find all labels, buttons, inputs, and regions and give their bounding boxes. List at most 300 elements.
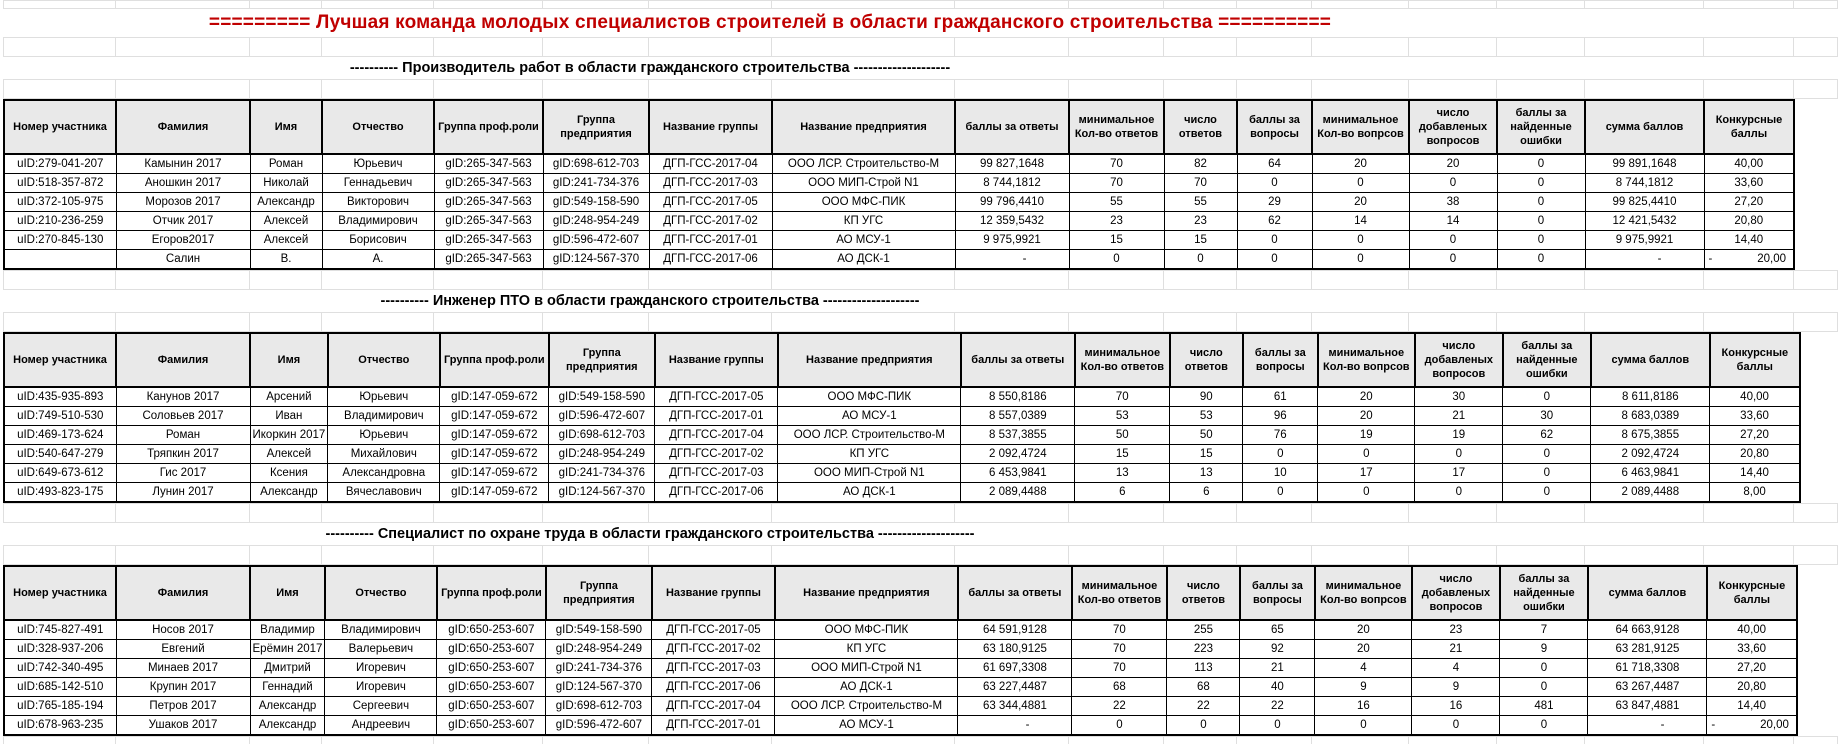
- cell[interactable]: 0: [1243, 483, 1318, 503]
- cell[interactable]: 20,80: [1704, 212, 1794, 231]
- cell[interactable]: 14: [1409, 212, 1497, 231]
- cell[interactable]: 14,40: [1710, 464, 1800, 483]
- cell[interactable]: Егоров2017: [116, 231, 250, 250]
- column-header[interactable]: Конкурсные баллы: [1707, 566, 1797, 620]
- column-header[interactable]: Группа проф.роли: [437, 566, 546, 620]
- cell[interactable]: Николай: [250, 174, 322, 193]
- column-header[interactable]: Номер участника: [4, 333, 116, 387]
- cell[interactable]: АО ДСК-1: [775, 678, 958, 697]
- cell[interactable]: 70: [1072, 620, 1167, 640]
- cell[interactable]: 8 537,3855: [961, 426, 1075, 445]
- column-header[interactable]: Название предприятия: [772, 100, 955, 154]
- column-header[interactable]: минимальное Кол-во вопрсов: [1318, 333, 1415, 387]
- cell[interactable]: uID:493-823-175: [4, 483, 116, 503]
- cell[interactable]: ДГП-ГСС-2017-03: [649, 174, 772, 193]
- cell[interactable]: gID:596-472-607: [549, 407, 655, 426]
- cell[interactable]: 63 344,4881: [958, 697, 1072, 716]
- cell[interactable]: 0: [1503, 445, 1591, 464]
- cell[interactable]: 0: [1312, 174, 1409, 193]
- cell[interactable]: [1704, 250, 1794, 270]
- cell[interactable]: 21: [1412, 640, 1500, 659]
- cell[interactable]: 33,60: [1710, 407, 1800, 426]
- cell[interactable]: 21: [1240, 659, 1315, 678]
- cell[interactable]: 40,00: [1704, 154, 1794, 174]
- column-header[interactable]: Имя: [250, 566, 325, 620]
- cell[interactable]: 20,80: [1710, 445, 1800, 464]
- cell[interactable]: 2 092,4724: [1591, 445, 1710, 464]
- cell[interactable]: 0: [1237, 250, 1312, 270]
- cell[interactable]: Морозов 2017: [116, 193, 250, 212]
- column-header[interactable]: Название предприятия: [775, 566, 958, 620]
- cell[interactable]: 6: [1075, 483, 1170, 503]
- cell[interactable]: 0: [1409, 250, 1497, 270]
- cell[interactable]: 0: [1069, 250, 1164, 270]
- column-header[interactable]: Название группы: [655, 333, 778, 387]
- cell[interactable]: Валерьевич: [325, 640, 437, 659]
- cell[interactable]: uID:372-105-975: [4, 193, 116, 212]
- cell[interactable]: Аношкин 2017: [116, 174, 250, 193]
- cell[interactable]: 62: [1503, 426, 1591, 445]
- cell[interactable]: Владимирович: [328, 407, 440, 426]
- cell[interactable]: Андреевич: [325, 716, 437, 736]
- cell[interactable]: uID:540-647-279: [4, 445, 116, 464]
- cell[interactable]: 20: [1318, 407, 1415, 426]
- cell[interactable]: Тряпкин 2017: [116, 445, 250, 464]
- cell[interactable]: 0: [1240, 716, 1315, 736]
- cell[interactable]: 6: [1170, 483, 1243, 503]
- cell[interactable]: uID:435-935-893: [4, 387, 116, 407]
- column-header[interactable]: сумма баллов: [1585, 100, 1704, 154]
- cell[interactable]: 20: [1409, 154, 1497, 174]
- cell[interactable]: 63 281,9125: [1588, 640, 1707, 659]
- column-header[interactable]: Фамилия: [116, 566, 250, 620]
- column-header[interactable]: минимальное Кол-во вопрсов: [1315, 566, 1412, 620]
- cell[interactable]: АО ДСК-1: [778, 483, 961, 503]
- cell[interactable]: 50: [1075, 426, 1170, 445]
- cell[interactable]: 17: [1318, 464, 1415, 483]
- column-header[interactable]: баллы за ответы: [961, 333, 1075, 387]
- cell[interactable]: 0: [1497, 231, 1585, 250]
- cell[interactable]: 20: [1318, 387, 1415, 407]
- cell[interactable]: Крупин 2017: [116, 678, 250, 697]
- cell[interactable]: -: [955, 250, 1069, 270]
- cell[interactable]: 29: [1237, 193, 1312, 212]
- cell[interactable]: 99 827,1648: [955, 154, 1069, 174]
- cell[interactable]: 30: [1503, 407, 1591, 426]
- cell[interactable]: ООО МИП-Строй N1: [778, 464, 961, 483]
- cell[interactable]: КП УГС: [775, 640, 958, 659]
- column-header[interactable]: Номер участника: [4, 566, 116, 620]
- column-header[interactable]: Фамилия: [116, 333, 250, 387]
- cell[interactable]: Петров 2017: [116, 697, 250, 716]
- cell[interactable]: 15: [1069, 231, 1164, 250]
- column-header[interactable]: Группа проф.роли: [434, 100, 543, 154]
- column-header[interactable]: баллы за вопросы: [1237, 100, 1312, 154]
- column-header[interactable]: баллы за ответы: [955, 100, 1069, 154]
- cell[interactable]: 0: [1312, 250, 1409, 270]
- cell[interactable]: uID:210-236-259: [4, 212, 116, 231]
- cell[interactable]: uID:678-963-235: [4, 716, 116, 736]
- cell[interactable]: 0: [1409, 231, 1497, 250]
- cell[interactable]: gID:147-059-672: [440, 387, 549, 407]
- column-header[interactable]: минимальное Кол-во ответов: [1075, 333, 1170, 387]
- cell[interactable]: 64: [1237, 154, 1312, 174]
- cell[interactable]: 0: [1503, 483, 1591, 503]
- cell[interactable]: 8 744,1812: [955, 174, 1069, 193]
- cell[interactable]: 4: [1412, 659, 1500, 678]
- cell[interactable]: 23: [1412, 620, 1500, 640]
- cell[interactable]: 13: [1075, 464, 1170, 483]
- cell[interactable]: gID:650-253-607: [437, 640, 546, 659]
- cell[interactable]: ДГП-ГСС-2017-06: [655, 483, 778, 503]
- cell[interactable]: 22: [1167, 697, 1240, 716]
- column-header[interactable]: баллы за вопросы: [1243, 333, 1318, 387]
- cell[interactable]: gID:650-253-607: [437, 697, 546, 716]
- cell[interactable]: 8,00: [1710, 483, 1800, 503]
- cell[interactable]: gID:650-253-607: [437, 678, 546, 697]
- cell[interactable]: 70: [1164, 174, 1237, 193]
- cell[interactable]: 20,80: [1707, 678, 1797, 697]
- cell[interactable]: [1707, 716, 1797, 736]
- cell[interactable]: 70: [1069, 174, 1164, 193]
- cell[interactable]: 22: [1240, 697, 1315, 716]
- cell[interactable]: uID:745-827-491: [4, 620, 116, 640]
- cell[interactable]: ДГП-ГСС-2017-05: [655, 387, 778, 407]
- cell[interactable]: 20: [1312, 154, 1409, 174]
- cell[interactable]: gID:265-347-563: [434, 231, 543, 250]
- cell[interactable]: 27,20: [1707, 659, 1797, 678]
- cell[interactable]: uID:518-357-872: [4, 174, 116, 193]
- cell[interactable]: ДГП-ГСС-2017-04: [649, 154, 772, 174]
- cell[interactable]: 0: [1497, 212, 1585, 231]
- cell[interactable]: 4: [1315, 659, 1412, 678]
- cell[interactable]: 53: [1075, 407, 1170, 426]
- cell[interactable]: 99 825,4410: [1585, 193, 1704, 212]
- cell[interactable]: 0: [1500, 678, 1588, 697]
- cell[interactable]: 0: [1497, 154, 1585, 174]
- cell[interactable]: gID:241-734-376: [546, 659, 652, 678]
- column-header[interactable]: Отчество: [322, 100, 434, 154]
- column-header[interactable]: Группа предприятия: [543, 100, 649, 154]
- cell[interactable]: 14,40: [1704, 231, 1794, 250]
- cell[interactable]: 82: [1164, 154, 1237, 174]
- column-header[interactable]: число ответов: [1167, 566, 1240, 620]
- cell[interactable]: Камынин 2017: [116, 154, 250, 174]
- column-header[interactable]: Конкурсные баллы: [1704, 100, 1794, 154]
- cell[interactable]: 64 591,9128: [958, 620, 1072, 640]
- cell[interactable]: gID:549-158-590: [543, 193, 649, 212]
- cell[interactable]: 0: [1497, 193, 1585, 212]
- cell[interactable]: КП УГС: [772, 212, 955, 231]
- cell[interactable]: Александр: [250, 193, 322, 212]
- column-header[interactable]: Отчество: [325, 566, 437, 620]
- cell[interactable]: 65: [1240, 620, 1315, 640]
- column-header[interactable]: число ответов: [1164, 100, 1237, 154]
- cell[interactable]: 55: [1164, 193, 1237, 212]
- cell[interactable]: 0: [1503, 464, 1591, 483]
- cell[interactable]: [4, 250, 116, 270]
- cell[interactable]: 68: [1167, 678, 1240, 697]
- cell[interactable]: 0: [1503, 387, 1591, 407]
- cell[interactable]: 0: [1072, 716, 1167, 736]
- cell[interactable]: 33,60: [1704, 174, 1794, 193]
- cell[interactable]: 255: [1167, 620, 1240, 640]
- cell[interactable]: ООО ЛСР. Строительство-М: [778, 426, 961, 445]
- cell[interactable]: gID:265-347-563: [434, 212, 543, 231]
- cell[interactable]: ДГП-ГСС-2017-04: [655, 426, 778, 445]
- cell[interactable]: Лунин 2017: [116, 483, 250, 503]
- cell[interactable]: 0: [1167, 716, 1240, 736]
- cell[interactable]: АО МСУ-1: [778, 407, 961, 426]
- cell[interactable]: uID:749-510-530: [4, 407, 116, 426]
- cell[interactable]: Иван: [250, 407, 328, 426]
- cell[interactable]: 8 611,8186: [1591, 387, 1710, 407]
- cell[interactable]: 15: [1075, 445, 1170, 464]
- cell[interactable]: 20: [1315, 620, 1412, 640]
- cell[interactable]: ДГП-ГСС-2017-02: [655, 445, 778, 464]
- cell[interactable]: Носов 2017: [116, 620, 250, 640]
- cell[interactable]: 9 975,9921: [1585, 231, 1704, 250]
- cell[interactable]: 9 975,9921: [955, 231, 1069, 250]
- column-header[interactable]: Фамилия: [116, 100, 250, 154]
- cell[interactable]: 96: [1243, 407, 1318, 426]
- cell[interactable]: -: [1585, 250, 1704, 270]
- cell[interactable]: 0: [1237, 174, 1312, 193]
- cell[interactable]: 15: [1170, 445, 1243, 464]
- cell[interactable]: gID:650-253-607: [437, 659, 546, 678]
- cell[interactable]: 8 550,8186: [961, 387, 1075, 407]
- cell[interactable]: ДГП-ГСС-2017-05: [652, 620, 775, 640]
- cell[interactable]: 55: [1069, 193, 1164, 212]
- cell[interactable]: gID:650-253-607: [437, 716, 546, 736]
- column-header[interactable]: минимальное Кол-во вопрсов: [1312, 100, 1409, 154]
- cell[interactable]: 38: [1409, 193, 1497, 212]
- cell[interactable]: ДГП-ГСС-2017-06: [652, 678, 775, 697]
- cell[interactable]: 19: [1318, 426, 1415, 445]
- cell[interactable]: uID:765-185-194: [4, 697, 116, 716]
- column-header[interactable]: Название группы: [649, 100, 772, 154]
- cell[interactable]: uID:742-340-495: [4, 659, 116, 678]
- cell[interactable]: 9: [1500, 640, 1588, 659]
- cell[interactable]: gID:124-567-370: [543, 250, 649, 270]
- cell[interactable]: Александр: [250, 716, 325, 736]
- column-header[interactable]: Номер участника: [4, 100, 116, 154]
- column-header[interactable]: Название предприятия: [778, 333, 961, 387]
- cell[interactable]: 62: [1237, 212, 1312, 231]
- cell[interactable]: 0: [1497, 250, 1585, 270]
- cell[interactable]: 8 557,0389: [961, 407, 1075, 426]
- cell[interactable]: Икоркин 2017: [250, 426, 328, 445]
- column-header[interactable]: минимальное Кол-во ответов: [1072, 566, 1167, 620]
- cell[interactable]: 12 359,5432: [955, 212, 1069, 231]
- column-header[interactable]: Имя: [250, 100, 322, 154]
- cell[interactable]: Соловьев 2017: [116, 407, 250, 426]
- cell[interactable]: 70: [1072, 640, 1167, 659]
- cell[interactable]: АО МСУ-1: [772, 231, 955, 250]
- cell[interactable]: 8 744,1812: [1585, 174, 1704, 193]
- cell[interactable]: ДГП-ГСС-2017-02: [652, 640, 775, 659]
- cell[interactable]: gID:265-347-563: [434, 250, 543, 270]
- cell[interactable]: 23: [1069, 212, 1164, 231]
- column-header[interactable]: сумма баллов: [1588, 566, 1707, 620]
- cell[interactable]: gID:248-954-249: [549, 445, 655, 464]
- cell[interactable]: gID:549-158-590: [549, 387, 655, 407]
- cell[interactable]: Геннадьевич: [322, 174, 434, 193]
- cell[interactable]: Роман: [250, 154, 322, 174]
- cell[interactable]: 17: [1415, 464, 1503, 483]
- cell[interactable]: uID:328-937-206: [4, 640, 116, 659]
- cell[interactable]: Игоревич: [325, 659, 437, 678]
- cell[interactable]: А.: [322, 250, 434, 270]
- cell[interactable]: 12 421,5432: [1585, 212, 1704, 231]
- column-header[interactable]: баллы за ответы: [958, 566, 1072, 620]
- cell[interactable]: Владимир: [250, 620, 325, 640]
- cell[interactable]: ООО МФС-ПИК: [772, 193, 955, 212]
- cell[interactable]: 19: [1415, 426, 1503, 445]
- cell[interactable]: Владимирович: [322, 212, 434, 231]
- cell[interactable]: 70: [1072, 659, 1167, 678]
- cell[interactable]: 30: [1415, 387, 1503, 407]
- cell[interactable]: gID:241-734-376: [543, 174, 649, 193]
- cell[interactable]: ДГП-ГСС-2017-03: [655, 464, 778, 483]
- column-header[interactable]: баллы за найденные ошибки: [1503, 333, 1591, 387]
- column-header[interactable]: Конкурсные баллы: [1710, 333, 1800, 387]
- cell[interactable]: -: [958, 716, 1072, 736]
- cell[interactable]: 16: [1315, 697, 1412, 716]
- cell[interactable]: Канунов 2017: [116, 387, 250, 407]
- cell[interactable]: 21: [1415, 407, 1503, 426]
- cell[interactable]: Ерёмин 2017: [250, 640, 325, 659]
- cell[interactable]: uID:279-041-207: [4, 154, 116, 174]
- cell[interactable]: Арсений: [250, 387, 328, 407]
- cell[interactable]: 27,20: [1704, 193, 1794, 212]
- cell[interactable]: ДГП-ГСС-2017-05: [649, 193, 772, 212]
- cell[interactable]: Отчик 2017: [116, 212, 250, 231]
- cell[interactable]: gID:650-253-607: [437, 620, 546, 640]
- cell[interactable]: 70: [1075, 387, 1170, 407]
- cell[interactable]: 9: [1315, 678, 1412, 697]
- cell[interactable]: 0: [1318, 483, 1415, 503]
- cell[interactable]: 15: [1164, 231, 1237, 250]
- cell[interactable]: ООО МФС-ПИК: [778, 387, 961, 407]
- cell[interactable]: ООО ЛСР. Строительство-М: [772, 154, 955, 174]
- cell[interactable]: 0: [1497, 174, 1585, 193]
- column-header[interactable]: Группа проф.роли: [440, 333, 549, 387]
- cell[interactable]: 6 463,9841: [1591, 464, 1710, 483]
- cell[interactable]: ООО МИП-Строй N1: [775, 659, 958, 678]
- cell[interactable]: gID:265-347-563: [434, 174, 543, 193]
- column-header[interactable]: число ответов: [1170, 333, 1243, 387]
- cell[interactable]: gID:698-612-703: [546, 697, 652, 716]
- cell[interactable]: uID:685-142-510: [4, 678, 116, 697]
- cell[interactable]: 0: [1500, 716, 1588, 736]
- column-header[interactable]: число добавленых вопросов: [1412, 566, 1500, 620]
- column-header[interactable]: число добавленых вопросов: [1415, 333, 1503, 387]
- cell[interactable]: 27,20: [1710, 426, 1800, 445]
- cell[interactable]: Владимирович: [325, 620, 437, 640]
- cell[interactable]: Алексей: [250, 445, 328, 464]
- cell[interactable]: 0: [1243, 445, 1318, 464]
- cell[interactable]: Викторович: [322, 193, 434, 212]
- cell[interactable]: Михайлович: [328, 445, 440, 464]
- cell[interactable]: 14: [1312, 212, 1409, 231]
- cell[interactable]: 0: [1500, 659, 1588, 678]
- cell[interactable]: Александровна: [328, 464, 440, 483]
- cell[interactable]: 61 718,3308: [1588, 659, 1707, 678]
- cell[interactable]: 92: [1240, 640, 1315, 659]
- cell[interactable]: gID:265-347-563: [434, 154, 543, 174]
- cell[interactable]: Гис 2017: [116, 464, 250, 483]
- cell[interactable]: 99 796,4410: [955, 193, 1069, 212]
- cell[interactable]: gID:549-158-590: [546, 620, 652, 640]
- cell[interactable]: 0: [1415, 483, 1503, 503]
- cell[interactable]: 61: [1243, 387, 1318, 407]
- cell[interactable]: 53: [1170, 407, 1243, 426]
- cell[interactable]: 16: [1412, 697, 1500, 716]
- cell[interactable]: 113: [1167, 659, 1240, 678]
- cell[interactable]: Александр: [250, 697, 325, 716]
- cell[interactable]: Дмитрий: [250, 659, 325, 678]
- cell[interactable]: Юрьевич: [322, 154, 434, 174]
- cell[interactable]: 22: [1072, 697, 1167, 716]
- cell[interactable]: 0: [1412, 716, 1500, 736]
- cell[interactable]: 223: [1167, 640, 1240, 659]
- cell[interactable]: gID:147-059-672: [440, 407, 549, 426]
- cell[interactable]: 40,00: [1710, 387, 1800, 407]
- column-header[interactable]: баллы за найденные ошибки: [1500, 566, 1588, 620]
- cell[interactable]: ООО МИП-Строй N1: [772, 174, 955, 193]
- cell[interactable]: gID:248-954-249: [546, 640, 652, 659]
- cell[interactable]: 63 227,4487: [958, 678, 1072, 697]
- cell[interactable]: 20: [1312, 193, 1409, 212]
- column-header[interactable]: Название группы: [652, 566, 775, 620]
- cell[interactable]: ДГП-ГСС-2017-02: [649, 212, 772, 231]
- cell[interactable]: Алексей: [250, 231, 322, 250]
- cell[interactable]: Салин: [116, 250, 250, 270]
- cell[interactable]: gID:698-612-703: [543, 154, 649, 174]
- cell[interactable]: 63 847,4881: [1588, 697, 1707, 716]
- cell[interactable]: 23: [1164, 212, 1237, 231]
- cell[interactable]: Борисович: [322, 231, 434, 250]
- cell[interactable]: 8 675,3855: [1591, 426, 1710, 445]
- cell[interactable]: 0: [1315, 716, 1412, 736]
- cell[interactable]: 7: [1500, 620, 1588, 640]
- cell[interactable]: КП УГС: [778, 445, 961, 464]
- cell[interactable]: Ушаков 2017: [116, 716, 250, 736]
- cell[interactable]: 99 891,1648: [1585, 154, 1704, 174]
- cell[interactable]: 0: [1237, 231, 1312, 250]
- column-header[interactable]: баллы за вопросы: [1240, 566, 1315, 620]
- cell[interactable]: gID:596-472-607: [543, 231, 649, 250]
- cell[interactable]: uID:469-173-624: [4, 426, 116, 445]
- cell[interactable]: gID:248-954-249: [543, 212, 649, 231]
- column-header[interactable]: Группа предприятия: [546, 566, 652, 620]
- cell[interactable]: 10: [1243, 464, 1318, 483]
- column-header[interactable]: Отчество: [328, 333, 440, 387]
- cell[interactable]: 6 453,9841: [961, 464, 1075, 483]
- cell[interactable]: gID:147-059-672: [440, 464, 549, 483]
- cell[interactable]: gID:265-347-563: [434, 193, 543, 212]
- cell[interactable]: Вячеславович: [328, 483, 440, 503]
- cell[interactable]: 2 089,4488: [1591, 483, 1710, 503]
- cell[interactable]: ДГП-ГСС-2017-01: [649, 231, 772, 250]
- cell[interactable]: 33,60: [1707, 640, 1797, 659]
- cell[interactable]: 63 180,9125: [958, 640, 1072, 659]
- cell[interactable]: 481: [1500, 697, 1588, 716]
- cell[interactable]: gID:147-059-672: [440, 483, 549, 503]
- cell[interactable]: ДГП-ГСС-2017-04: [652, 697, 775, 716]
- cell[interactable]: АО ДСК-1: [772, 250, 955, 270]
